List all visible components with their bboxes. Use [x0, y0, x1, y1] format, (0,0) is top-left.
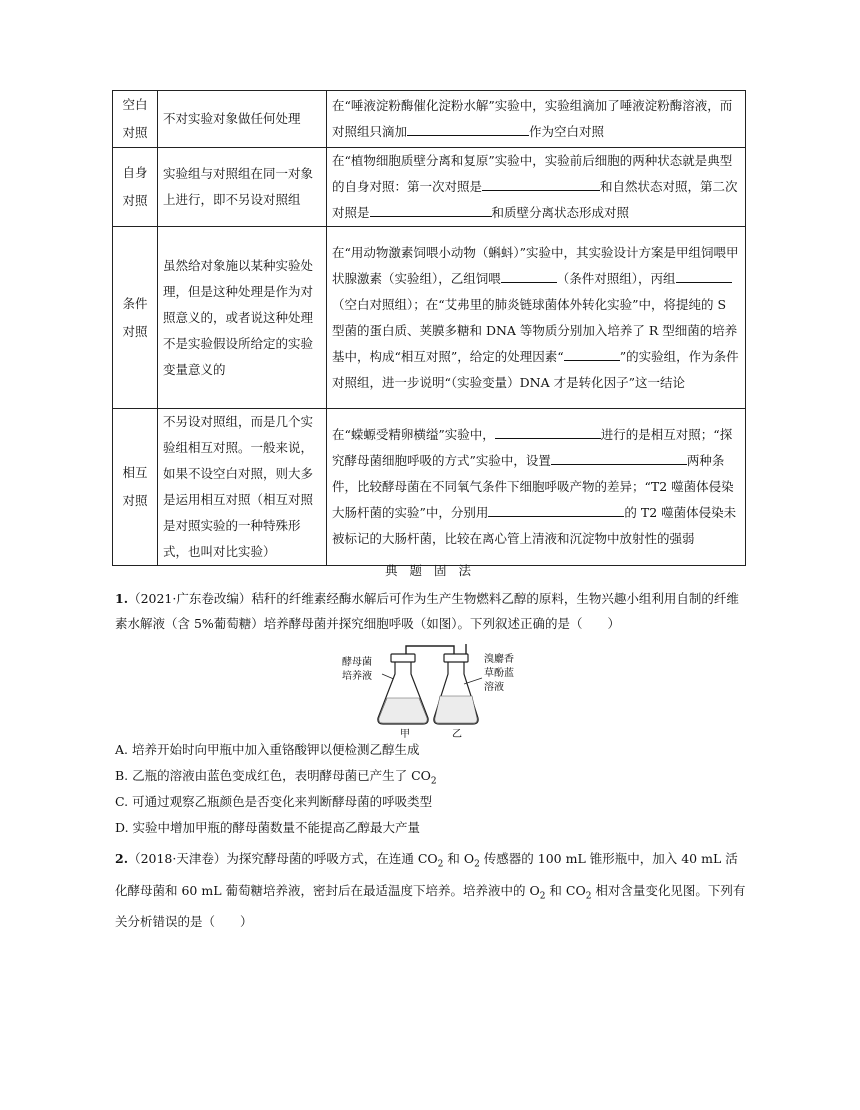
question-source: （2021·广东卷改编）: [128, 591, 252, 606]
table-row: [113, 409, 746, 566]
example-cell: 在“用动物激素饲喂小动物（蝌蚪）”实验中，其实验设计方案是甲组饲喂甲状腺激素（实验组），乙组饲喂 （条件对照组），丙组（空白对照组）；在“艾弗里的肺炎链球菌体外转化实验”中，将提纯的 S 型菌的蛋白质、荚膜多糖和 DNA 等物质分别加入培养了 R 型细菌的培养基中，构成“相互对照”，给定的处理因素“ ”的实验组，作为条件对照组，进一步说明“（实验变量）DNA 才是转化因子”这一结论: [327, 227, 746, 409]
answer-blank[interactable]: [488, 502, 624, 517]
right-flask-label-2: 草酚蓝: [484, 668, 514, 679]
right-flask-label-1: 溴麝香: [484, 654, 514, 665]
flask-b-caption: 乙: [452, 729, 462, 740]
answer-blank[interactable]: [482, 176, 600, 191]
answer-blank[interactable]: [501, 268, 557, 283]
control-type-cell: 条件 对照: [113, 227, 158, 409]
section-title: 典 题 固 法: [385, 563, 475, 578]
answer-blank[interactable]: [551, 450, 687, 465]
flask-a-caption: 甲: [400, 729, 410, 740]
definition-cell: 虽然给对象施以某种实验处理，但是这种处理是作为对照意义的，或者说这种处理不是实验假设所给定的实验变量意义的: [158, 227, 327, 409]
question-number: 1: [115, 591, 124, 606]
option-b[interactable]: B. 乙瓶的溶液由蓝色变成红色，表明酵母菌已产生了 $CO_2$: [115, 768, 437, 787]
answer-blank[interactable]: [495, 424, 601, 439]
definition-cell: 不另设对照组，而是几个实验组相互对照。一般来说，如果不设空白对照，则大多是运用相互对照（相互对照是对照实验的一种特殊形式，也叫对比实验）: [158, 409, 327, 566]
definition-cell: 实验组与对照组在同一对象上进行，即不另设对照组: [158, 148, 327, 227]
definition-cell: 不对实验对象做任何处理: [158, 91, 327, 148]
flask-a-liquid: [379, 698, 427, 723]
stopper-a-icon: [391, 654, 415, 662]
answer-blank[interactable]: [676, 268, 732, 283]
question-1-stem: [115, 586, 747, 636]
question-number-dot: .: [123, 591, 129, 606]
option-a[interactable]: A. 培养开始时向甲瓶中加入重铬酸钾以便检测乙醇生成: [115, 742, 420, 757]
table-row: [113, 148, 746, 227]
question-number: 2: [115, 851, 124, 866]
left-flask-label-1: 酵母菌: [342, 657, 372, 668]
question-number-dot: .: [123, 851, 129, 866]
flask-apparatus-figure: [336, 640, 526, 740]
question-2-stem: 2.（2018·天津卷）为探究酵母菌的呼吸方式，在连通 $CO_2$ 和 $O_2$ 传感器的 100 mL 锥形瓶中，加入 40 mL 活化酵母菌和 60 mL 葡萄糖培养液，密封后在最适温度下培养。培养液中的 $O_2$ 和 $CO_2$ 相对含量变化见图。下列有关分析错误的是（ ）: [115, 851, 746, 929]
example-cell: 在“植物细胞质壁分离和复原”实验中，实验前后细胞的两种状态就是典型的自身对照：第一次对照是 和自然状态对照，第二次对照是 和质壁分离状态形成对照: [327, 148, 746, 227]
right-flask-label-3: 溶液: [484, 682, 504, 693]
control-type-cell: 自身 对照: [113, 148, 158, 227]
table-row: [113, 91, 746, 148]
question-text: 秸秆的纤维素经酶水解后可作为生产生物燃料乙醇的原料，生物兴趣小组利用自制的纤维素水解液（含 5%葡萄糖）培养酵母菌并探究细胞呼吸（如图）。下列叙述正确的是（ ）: [115, 591, 739, 631]
answer-blank[interactable]: [370, 202, 492, 217]
control-types-table: [112, 90, 746, 566]
question-source: （2018·天津卷）: [128, 851, 227, 866]
control-type-cell: 相互 对照: [113, 409, 158, 566]
table-row: [113, 227, 746, 409]
option-d[interactable]: D. 实验中增加甲瓶的酵母菌数量不能提高乙醇最大产量: [115, 820, 421, 835]
option-c[interactable]: C. 可通过观察乙瓶颜色是否变化来判断酵母菌的呼吸类型: [115, 794, 433, 809]
flask-b-liquid: [435, 696, 477, 723]
example-cell: 在“唾液淀粉酶催化淀粉水解”实验中，实验组滴加了唾液淀粉酶溶液，而对照组只滴加 作为空白对照: [327, 91, 746, 148]
stopper-b-icon: [444, 654, 468, 662]
left-flask-label-2: 培养液: [342, 671, 372, 682]
example-cell: 在“蝾螈受精卵横缢”实验中， 进行的是相互对照；“探究酵母菌细胞呼吸的方式”实验中，设置 两种条件，比较酵母菌在不同氧气条件下细胞呼吸产物的差异；“T2 噬菌体侵染大肠杆菌的实验”中，分别用 的 T2 噬菌体侵染未被标记的大肠杆菌，比较在离心管上清液和沉淀物中放射性的强弱: [327, 409, 746, 566]
control-type-cell: 空白 对照: [113, 91, 158, 148]
answer-blank[interactable]: [407, 121, 529, 136]
answer-blank[interactable]: [564, 346, 620, 361]
